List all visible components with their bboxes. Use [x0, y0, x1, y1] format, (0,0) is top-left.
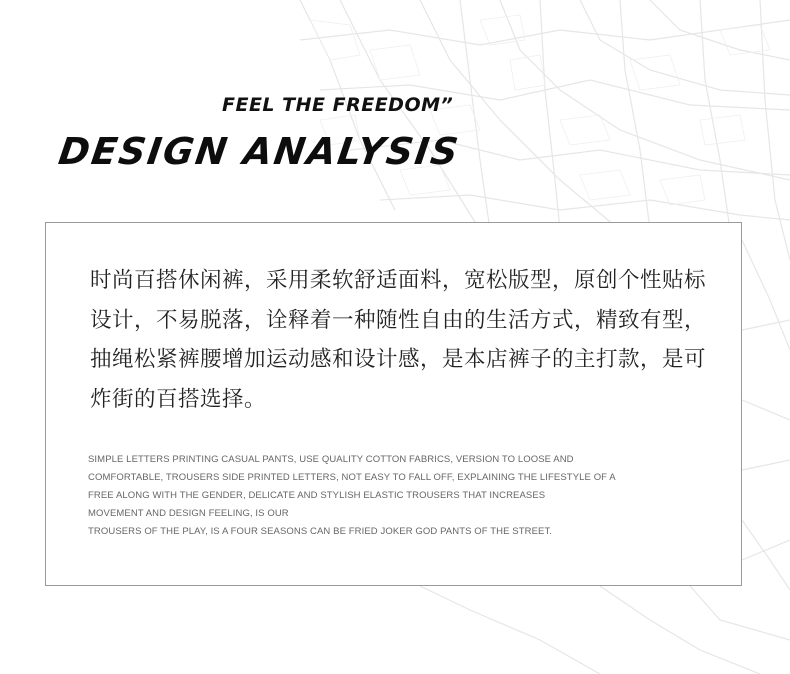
page-title: DESIGN ANALYSIS: [56, 130, 463, 173]
english-description: [88, 451, 688, 541]
chinese-description: 时尚百搭休闲裤，采用柔软舒适面料，宽松版型，原创个性贴标设计，不易脱落，诠释着一种随性自由的生活方式，精致有型，抽绳松紧裤腰增加运动感和设计感，是本店裤子的主打款，是可炸街的百搭选择。: [90, 268, 707, 412]
english-line: COMFORTABLE, TROUSERS SIDE PRINTED LETTERS, NOT EASY TO FALL OFF, EXPLAINING THE LIFESTYLE OF A: [88, 472, 616, 483]
tagline: FEEL THE FREEDOM”: [222, 94, 454, 116]
english-line: SIMPLE LETTERS PRINTING CASUAL PANTS, USE QUALITY COTTON FABRICS, VERSION TO LOOSE AND: [88, 454, 574, 465]
english-line: MOVEMENT AND DESIGN FEELING, IS OUR: [88, 508, 289, 519]
description-box: [45, 222, 742, 586]
english-line: FREE ALONG WITH THE GENDER, DELICATE AND STYLISH ELASTIC TROUSERS THAT INCREASES: [88, 490, 546, 501]
english-line: TROUSERS OF THE PLAY, IS A FOUR SEASONS CAN BE FRIED JOKER GOD PANTS OF THE STREET.: [88, 526, 553, 537]
